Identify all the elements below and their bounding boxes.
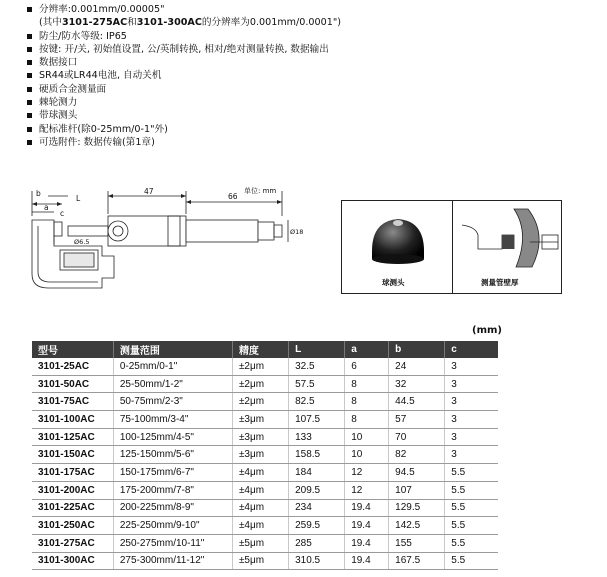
table-cell: 225-250mm/9-10" — [113, 517, 232, 535]
table-cell: ±3μm — [232, 446, 288, 464]
table-row — [32, 552, 498, 570]
drawing-unit-label: 单位: mm — [244, 187, 277, 195]
table-cell: 10 — [345, 446, 389, 464]
table-cell: 3101-75AC — [32, 393, 113, 411]
bullet-icon — [27, 7, 32, 12]
table-cell: 107.5 — [289, 411, 345, 429]
table-cell: 3101-50AC — [32, 375, 113, 393]
tube-wall-caption: 测量管壁厚 — [481, 278, 519, 287]
table-cell: 44.5 — [389, 393, 445, 411]
table-cell: 70 — [389, 428, 445, 446]
table-cell: 259.5 — [289, 517, 345, 535]
table-row — [32, 446, 498, 464]
table-cell: 3 — [445, 411, 498, 429]
table-cell: 3101-100AC — [32, 411, 113, 429]
table-cell: 310.5 — [289, 552, 345, 570]
table-row — [32, 428, 498, 446]
table-row — [32, 375, 498, 393]
table-cell: 3101-200AC — [32, 481, 113, 499]
bullet-icon — [27, 60, 32, 65]
feature-item: 防尘/防水等级: IP65 — [27, 30, 587, 43]
dim-18: Ø18 — [290, 228, 304, 236]
feature-item: 按键: 开/关, 初始值设置, 公/英制转换, 相对/绝对测量转换, 数据输出 — [27, 43, 587, 56]
bullet-icon — [27, 113, 32, 118]
header-L: L — [289, 341, 345, 358]
table-row — [32, 481, 498, 499]
feature-item: 硬质合金测量面 — [27, 83, 587, 96]
table-cell: 94.5 — [389, 464, 445, 482]
dim-b: b — [36, 189, 41, 198]
feature-item: 带球测头 — [27, 109, 587, 122]
table-cell: 142.5 — [389, 517, 445, 535]
header-a: a — [345, 341, 389, 358]
table-cell: 19.4 — [345, 499, 389, 517]
probe-photo-panel — [341, 200, 562, 294]
table-cell: 167.5 — [389, 552, 445, 570]
feature-item: 可选附件: 数据传输(第1章) — [27, 136, 587, 149]
feature-item: 分辨率:0.001mm/0.00005" — [27, 3, 587, 16]
bullet-icon — [27, 34, 32, 39]
dim-47: 47 — [144, 187, 154, 196]
table-cell: 5.5 — [445, 464, 498, 482]
table-cell: ±2μm — [232, 358, 288, 375]
table-cell: 5.5 — [445, 499, 498, 517]
table-cell: 75-100mm/3-4" — [113, 411, 232, 429]
table-cell: 19.4 — [345, 552, 389, 570]
bullet-icon — [27, 87, 32, 92]
table-cell: 19.4 — [345, 517, 389, 535]
header-model: 型号 — [32, 341, 113, 358]
header-range: 测量范围 — [113, 341, 232, 358]
table-cell: 100-125mm/4-5" — [113, 428, 232, 446]
table-row — [32, 464, 498, 482]
table-cell: ±4μm — [232, 464, 288, 482]
table-cell: 8 — [345, 411, 389, 429]
tube-wall-diagram — [456, 205, 560, 273]
table-cell: 3101-125AC — [32, 428, 113, 446]
table-cell: 8 — [345, 393, 389, 411]
header-c: c — [445, 341, 498, 358]
dim-6-5: Ø6.5 — [74, 238, 90, 246]
bullet-icon — [27, 140, 32, 145]
table-cell: 133 — [289, 428, 345, 446]
feature-item-note: (其中3101-275AC和3101-300AC的分辨率为0.001mm/0.0001") — [39, 17, 341, 29]
table-row — [32, 499, 498, 517]
table-cell: 3101-250AC — [32, 517, 113, 535]
header-b: b — [389, 341, 445, 358]
table-cell: 19.4 — [345, 534, 389, 552]
table-cell: 285 — [289, 534, 345, 552]
bullet-icon — [27, 47, 32, 52]
bullet-icon — [27, 127, 32, 132]
table-cell: 3101-300AC — [32, 552, 113, 570]
feature-item: SR44或LR44电池, 自动关机 — [27, 69, 587, 82]
table-cell: 125-150mm/5-6" — [113, 446, 232, 464]
table-row — [32, 517, 498, 535]
table-row — [32, 358, 498, 375]
table-cell: 234 — [289, 499, 345, 517]
photo-divider — [452, 201, 453, 293]
table-cell: ±3μm — [232, 428, 288, 446]
table-cell: 175-200mm/7-8" — [113, 481, 232, 499]
table-cell: 3101-225AC — [32, 499, 113, 517]
table-cell: ±5μm — [232, 552, 288, 570]
table-cell: ±4μm — [232, 481, 288, 499]
ball-probe-image — [364, 207, 432, 269]
table-cell: 25-50mm/1-2" — [113, 375, 232, 393]
table-cell: 57.5 — [289, 375, 345, 393]
table-row — [32, 534, 498, 552]
table-cell: 155 — [389, 534, 445, 552]
table-cell: 50-75mm/2-3" — [113, 393, 232, 411]
table-cell: 12 — [345, 481, 389, 499]
feature-item: 棘轮测力 — [27, 96, 587, 109]
table-cell: 5.5 — [445, 534, 498, 552]
table-cell: 8 — [345, 375, 389, 393]
dim-a: a — [44, 203, 49, 212]
table-unit-label: (mm) — [472, 325, 502, 336]
table-cell: 3101-175AC — [32, 464, 113, 482]
table-cell: 12 — [345, 464, 389, 482]
table-cell: 5.5 — [445, 517, 498, 535]
table-cell: 6 — [345, 358, 389, 375]
dim-c: c — [60, 209, 65, 218]
table-cell: ±2μm — [232, 375, 288, 393]
table-cell: 3101-150AC — [32, 446, 113, 464]
table-cell: 3 — [445, 446, 498, 464]
dim-L: L — [76, 194, 81, 203]
table-cell: 3 — [445, 358, 498, 375]
micrometer-drawing — [18, 186, 318, 298]
feature-list — [27, 3, 587, 149]
table-cell: 250-275mm/10-11" — [113, 534, 232, 552]
table-cell: 275-300mm/11-12" — [113, 552, 232, 570]
table-cell: 5.5 — [445, 481, 498, 499]
table-cell: ±5μm — [232, 534, 288, 552]
ball-probe-caption: 球测头 — [382, 278, 405, 287]
table-row — [32, 411, 498, 429]
table-cell: 3101-275AC — [32, 534, 113, 552]
feature-item: 配标准杆(除0-25mm/0-1"外) — [27, 123, 587, 136]
table-cell: ±2μm — [232, 393, 288, 411]
table-cell: 158.5 — [289, 446, 345, 464]
table-cell: 3 — [445, 428, 498, 446]
spec-table — [32, 341, 498, 570]
table-cell: 10 — [345, 428, 389, 446]
table-cell: 0-25mm/0-1" — [113, 358, 232, 375]
table-cell: 107 — [389, 481, 445, 499]
table-cell: 129.5 — [389, 499, 445, 517]
table-cell: 184 — [289, 464, 345, 482]
table-cell: ±4μm — [232, 499, 288, 517]
header-accuracy: 精度 — [232, 341, 288, 358]
table-cell: 32.5 — [289, 358, 345, 375]
table-cell: 3101-25AC — [32, 358, 113, 375]
table-row — [32, 393, 498, 411]
dim-66: 66 — [228, 192, 238, 201]
table-cell: 209.5 — [289, 481, 345, 499]
table-cell: 82 — [389, 446, 445, 464]
bullet-icon — [27, 73, 32, 78]
table-cell: 200-225mm/8-9" — [113, 499, 232, 517]
table-cell: 3 — [445, 393, 498, 411]
table-cell: 57 — [389, 411, 445, 429]
table-cell: 24 — [389, 358, 445, 375]
table-cell: 82.5 — [289, 393, 345, 411]
table-cell: ±3μm — [232, 411, 288, 429]
feature-item: 数据接口 — [27, 56, 587, 69]
table-cell: 5.5 — [445, 552, 498, 570]
table-cell: 150-175mm/6-7" — [113, 464, 232, 482]
table-header-row — [32, 341, 498, 358]
bullet-icon — [27, 100, 32, 105]
table-cell: 3 — [445, 375, 498, 393]
table-cell: 32 — [389, 375, 445, 393]
table-cell: ±4μm — [232, 517, 288, 535]
